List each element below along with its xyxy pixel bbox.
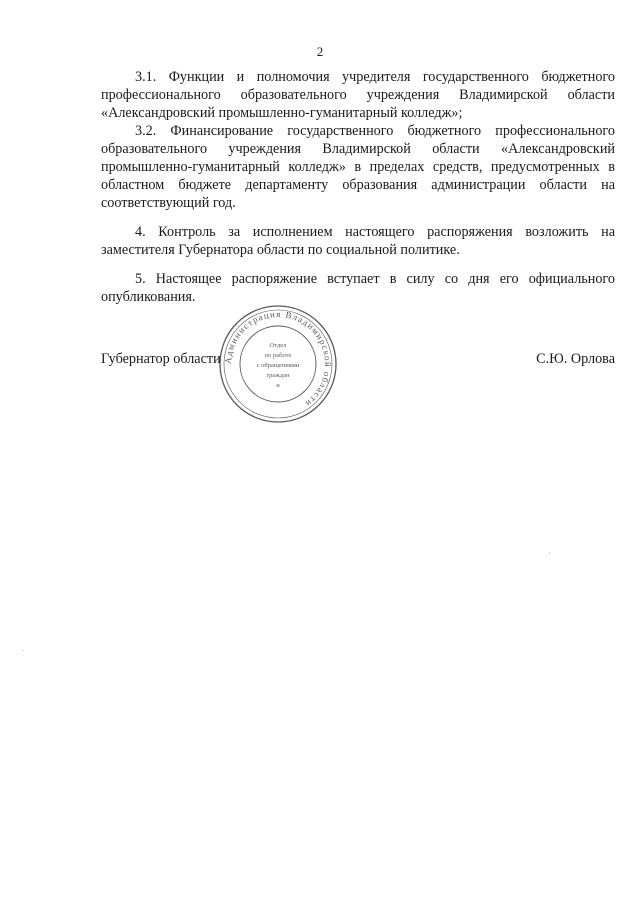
seal-center-line-2: по работе	[264, 352, 292, 359]
official-seal-stamp	[217, 303, 339, 425]
seal-center-line-5: и	[276, 382, 280, 389]
paragraph-3-2: 3.2. Финансирование государственного бюджетного профессионального образовательного учреждения Владимирской области «Александровский промышленно-гуманитарный колледж» в пределах средств, предусмотренных в областном бюджете департаменту образования администрации области на соответствующий год.	[101, 123, 615, 211]
scan-speck	[22, 650, 23, 651]
seal-center-line-3: с обращениями	[256, 362, 300, 369]
paragraph-3-1: 3.1. Функции и полномочия учредителя государственного бюджетного профессионального образовательного учреждения Владимирской области «Александровский промышленно-гуманитарный колледж»;	[101, 69, 615, 121]
document-body	[101, 68, 615, 306]
signatory-title: Губернатор области	[101, 351, 221, 367]
seal-graphic	[217, 303, 339, 425]
seal-center-line-4: граждан	[266, 372, 290, 379]
paragraph-5: 5. Настоящее распоряжение вступает в силу со дня его официального опубликования.	[101, 271, 615, 305]
paragraph-4: 4. Контроль за исполнением настоящего распоряжения возложить на заместителя Губернатора области по социальной политике.	[101, 224, 615, 258]
signatory-name: С.Ю. Орлова	[536, 351, 615, 367]
page-number: 2	[316, 44, 324, 59]
scan-speck	[549, 553, 550, 554]
seal-ring-text: Администрация Владимирской области	[222, 308, 334, 410]
seal-center-line-1: Отдел	[269, 342, 287, 349]
